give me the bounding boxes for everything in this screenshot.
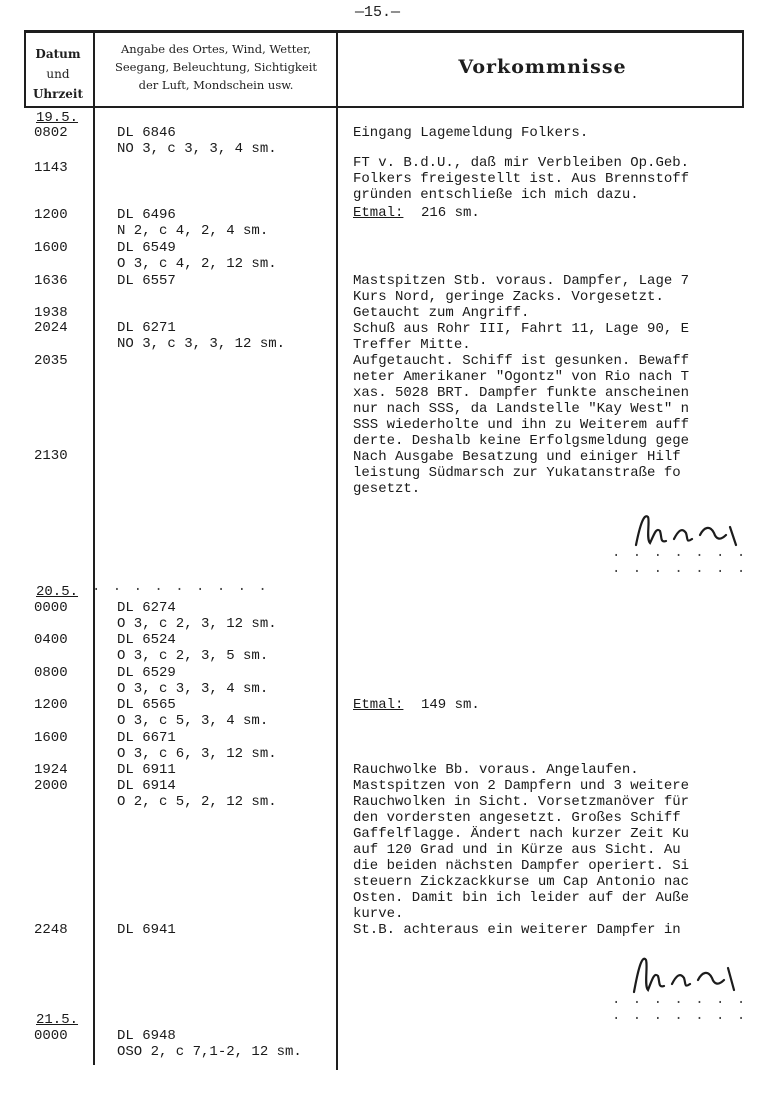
- date-entry: 21.5.: [36, 1012, 79, 1028]
- time-entry: 0802: [34, 125, 68, 141]
- header-position-line-2: Seegang, Beleuchtung, Sichtigkeit: [114, 60, 318, 74]
- position-entry: DL 6271: [117, 320, 176, 336]
- weather-entry: O 2, c 5, 2, 12 sm.: [117, 794, 277, 810]
- time-entry: 1200: [34, 697, 68, 713]
- event-line: Getaucht zum Angriff.: [353, 305, 530, 321]
- weather-entry: NO 3, c 3, 3, 12 sm.: [117, 336, 286, 352]
- header-position-weather: [96, 40, 336, 94]
- etmal-label: Etmal:: [353, 697, 404, 713]
- event-line: auf 120 Grad und in Kürze aus Sicht. Au: [353, 842, 681, 858]
- event-line: FT v. B.d.U., daß mir Verbleiben Op.Geb.: [353, 155, 690, 171]
- event-line: kurve.: [353, 906, 404, 922]
- position-entry: DL 6274: [117, 600, 176, 616]
- header-events: Vorkommnisse: [458, 56, 627, 78]
- position-entry: DL 6529: [117, 665, 176, 681]
- position-entry: DL 6565: [117, 697, 176, 713]
- weather-entry: O 3, c 4, 2, 12 sm.: [117, 256, 277, 272]
- header-date-time: [26, 44, 90, 104]
- position-entry: DL 6549: [117, 240, 176, 256]
- event-line: Gaffelflagge. Ändert nach kurzer Zeit Ku: [353, 826, 690, 842]
- header-position-line-3: der Luft, Mondschein usw.: [138, 78, 294, 92]
- event-line: xas. 5028 BRT. Dampfer funkte anscheinen: [353, 385, 690, 401]
- time-entry: 0000: [34, 600, 68, 616]
- event-line: Kurs Nord, geringe Zacks. Vorgesetzt.: [353, 289, 664, 305]
- event-line: nur nach SSS, da Landstelle "Kay West" n: [353, 401, 690, 417]
- event-line: den vordersten angesetzt. Großes Schiff: [353, 810, 681, 826]
- dotted-separator: . . . . . . . . . . . . . .: [612, 992, 748, 1024]
- event-line: Osten. Damit bin ich leider auf der Auße: [353, 890, 690, 906]
- header-uhrzeit: Uhrzeit: [32, 87, 84, 101]
- position-entry: DL 6941: [117, 922, 176, 938]
- weather-entry: N 2, c 4, 2, 4 sm.: [117, 223, 269, 239]
- time-entry: 0000: [34, 1028, 68, 1044]
- event-line: Rauchwolke Bb. voraus. Angelaufen.: [353, 762, 639, 778]
- position-entry: DL 6911: [117, 762, 176, 778]
- position-entry: DL 6948: [117, 1028, 176, 1044]
- time-entry: 2024: [34, 320, 68, 336]
- event-line: Treffer Mitte.: [353, 337, 471, 353]
- dotted-separator: . . . . . . . . . . . . . .: [612, 545, 748, 577]
- time-entry: 1200: [34, 207, 68, 223]
- weather-entry: O 3, c 3, 3, 4 sm.: [117, 681, 269, 697]
- event-line: gesetzt.: [353, 481, 421, 497]
- position-entry: DL 6914: [117, 778, 176, 794]
- date-entry: 20.5.: [36, 584, 79, 600]
- event-line: Schuß aus Rohr III, Fahrt 11, Lage 90, E: [353, 321, 690, 337]
- position-entry: DL 6671: [117, 730, 176, 746]
- time-entry: 1143: [34, 160, 68, 176]
- time-entry: 1924: [34, 762, 68, 778]
- dotted-separator: . . . . . . . . .: [92, 579, 269, 595]
- event-line: neter Amerikaner "Ogontz" von Rio nach T: [353, 369, 690, 385]
- event-line: Rauchwolken in Sicht. Vorsetzmanöver für: [353, 794, 690, 810]
- event-line: Eingang Lagemeldung Folkers.: [353, 125, 589, 141]
- weather-entry: O 3, c 2, 3, 12 sm.: [117, 616, 277, 632]
- time-entry: 1938: [34, 305, 68, 321]
- etmal-value: 216 sm.: [421, 205, 480, 221]
- event-line: Mastspitzen von 2 Dampfern und 3 weitere: [353, 778, 690, 794]
- event-line: Nach Ausgabe Besatzung und einiger Hilf: [353, 449, 681, 465]
- header-rule: [24, 106, 744, 108]
- event-line: Folkers freigestellt ist. Aus Brennstoff: [353, 171, 690, 187]
- time-entry: 0800: [34, 665, 68, 681]
- etmal-value: 149 sm.: [421, 697, 480, 713]
- time-entry: 1600: [34, 240, 68, 256]
- event-line: SSS wiederholte und ihn zu Weiterem auff: [353, 417, 690, 433]
- weather-entry: O 3, c 2, 3, 5 sm.: [117, 648, 269, 664]
- position-entry: DL 6524: [117, 632, 176, 648]
- page-number: —15.—: [355, 4, 401, 21]
- event-line: derte. Deshalb keine Erfolgsmeldung gege: [353, 433, 690, 449]
- time-entry: 0400: [34, 632, 68, 648]
- event-line: St.B. achteraus ein weiterer Dampfer in: [353, 922, 681, 938]
- divider-time-position: [93, 30, 95, 1065]
- position-entry: DL 6496: [117, 207, 176, 223]
- weather-entry: O 3, c 5, 3, 4 sm.: [117, 713, 269, 729]
- event-line: die beiden nächsten Dampfer operiert. Si: [353, 858, 690, 874]
- header-und: und: [46, 67, 70, 81]
- time-entry: 2248: [34, 922, 68, 938]
- time-entry: 2130: [34, 448, 68, 464]
- event-line: Mastspitzen Stb. voraus. Dampfer, Lage 7: [353, 273, 690, 289]
- position-entry: DL 6557: [117, 273, 176, 289]
- time-entry: 1600: [34, 730, 68, 746]
- commander-signature: [626, 948, 742, 1000]
- weather-entry: OSO 2, c 7,1-2, 12 sm.: [117, 1044, 302, 1060]
- top-rule: [24, 30, 744, 33]
- header-datum: Datum: [35, 47, 81, 61]
- time-entry: 2035: [34, 353, 68, 369]
- time-entry: 2000: [34, 778, 68, 794]
- time-entry: 1636: [34, 273, 68, 289]
- event-line: gründen entschließe ich mich dazu.: [353, 187, 639, 203]
- event-line: steuern Zickzackkurse um Cap Antonio nac: [353, 874, 690, 890]
- weather-entry: NO 3, c 3, 3, 4 sm.: [117, 141, 277, 157]
- divider-position-events: [336, 30, 338, 1070]
- date-entry: 19.5.: [36, 110, 79, 126]
- etmal-label: Etmal:: [353, 205, 404, 221]
- position-entry: DL 6846: [117, 125, 176, 141]
- event-line: Aufgetaucht. Schiff ist gesunken. Bewaff: [353, 353, 690, 369]
- weather-entry: O 3, c 6, 3, 12 sm.: [117, 746, 277, 762]
- header-position-line-1: Angabe des Ortes, Wind, Wetter,: [120, 42, 312, 56]
- commander-signature: [630, 505, 742, 553]
- event-line: leistung Südmarsch zur Yukatanstraße fo: [353, 465, 681, 481]
